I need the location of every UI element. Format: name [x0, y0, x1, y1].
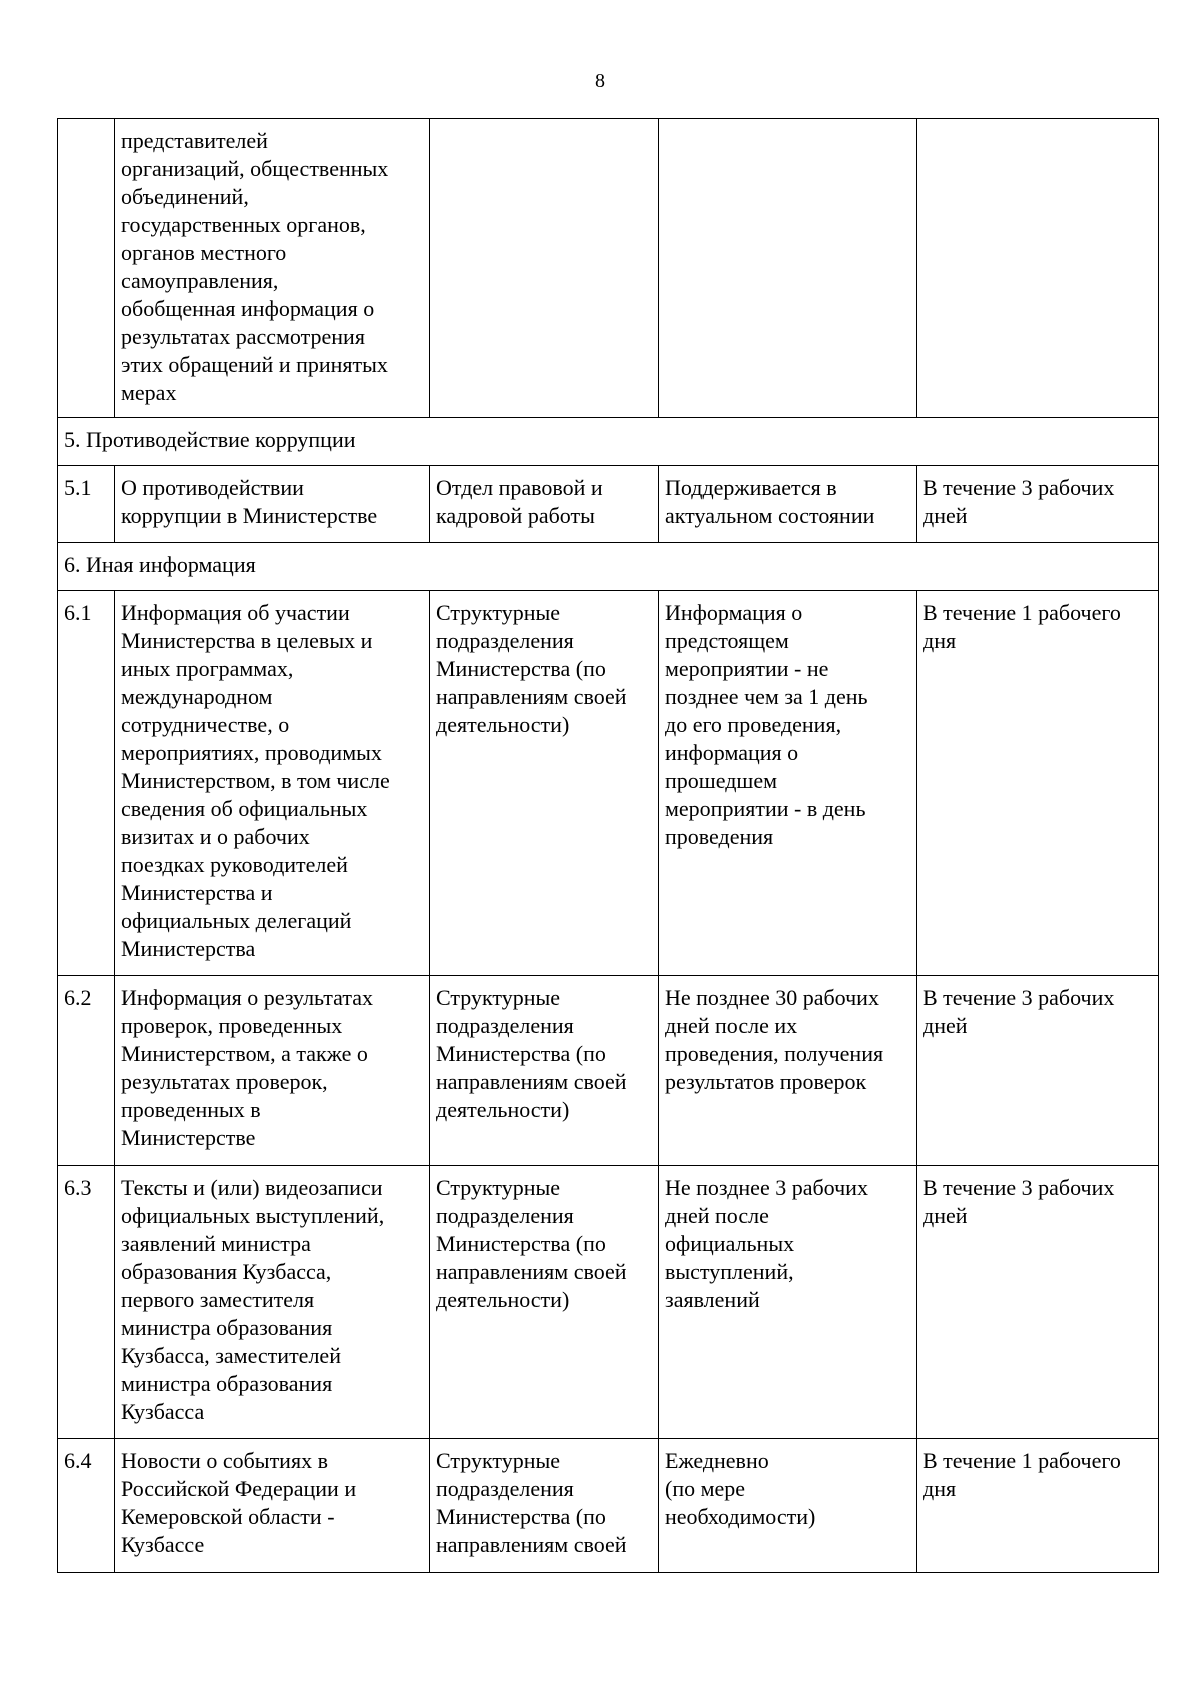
cell-responsible [430, 119, 659, 418]
cell-term: В течение 3 рабочих дней [917, 976, 1159, 1166]
table-row [58, 976, 1159, 1166]
section-header-row [58, 543, 1159, 591]
cell-frequency: Поддерживается в актуальном состоянии [659, 466, 917, 543]
cell-num: 6.2 [58, 976, 115, 1166]
table-row [58, 1439, 1159, 1573]
cell-name: Информация о результатах проверок, проведенных Министерством, а также о результатах проверок, проведенных в Министерстве [115, 976, 430, 1166]
cell-frequency: Информация о предстоящем мероприятии - не позднее чем за 1 день до его проведения, информация о прошедшем мероприятии - в день проведения [659, 591, 917, 976]
cell-responsible: Структурные подразделения Министерства (по направлениям своей деятельности) [430, 976, 659, 1166]
information-table [57, 118, 1159, 1573]
cell-num: 5.1 [58, 466, 115, 543]
cell-num [58, 119, 115, 418]
cell-term: В течение 1 рабочего дня [917, 591, 1159, 976]
cell-responsible: Отдел правовой и кадровой работы [430, 466, 659, 543]
cell-name: О противодействии коррупции в Министерстве [115, 466, 430, 543]
cell-num: 6.3 [58, 1166, 115, 1439]
section-header-row [58, 418, 1159, 466]
cell-term: В течение 3 рабочих дней [917, 1166, 1159, 1439]
cell-term: В течение 3 рабочих дней [917, 466, 1159, 543]
table-row [58, 466, 1159, 543]
cell-frequency: Ежедневно (по мере необходимости) [659, 1439, 917, 1573]
cell-term: В течение 1 рабочего дня [917, 1439, 1159, 1573]
cell-responsible: Структурные подразделения Министерства (по направлениям своей деятельности) [430, 591, 659, 976]
cell-responsible: Структурные подразделения Министерства (по направлениям своей [430, 1439, 659, 1573]
cell-name: Тексты и (или) видеозаписи официальных выступлений, заявлений министра образования Кузбасса, первого заместителя министра образования Кузбасса, заместителей министра образования Кузбасса [115, 1166, 430, 1439]
table-row [58, 591, 1159, 976]
cell-name: представителей организаций, общественных объединений, государственных органов, органов местного самоуправления, обобщенная информация о результатах рассмотрения этих обращений и принятых мерах [115, 119, 430, 418]
cell-frequency: Не позднее 30 рабочих дней после их проведения, получения результатов проверок [659, 976, 917, 1166]
cell-name: Новости о событиях в Российской Федерации и Кемеровской области - Кузбассе [115, 1439, 430, 1573]
cell-frequency: Не позднее 3 рабочих дней после официальных выступлений, заявлений [659, 1166, 917, 1439]
cell-num: 6.1 [58, 591, 115, 976]
cell-frequency [659, 119, 917, 418]
page-number: 8 [595, 70, 605, 92]
section-title: 6. Иная информация [58, 543, 1159, 591]
cell-term [917, 119, 1159, 418]
table-row [58, 1166, 1159, 1439]
cell-num: 6.4 [58, 1439, 115, 1573]
section-title: 5. Противодействие коррупции [58, 418, 1159, 466]
cell-name: Информация об участии Министерства в целевых и иных программах, международном сотрудничестве, о мероприятиях, проводимых Министерством, в том числе сведения об официальных визитах и о рабочих поездках руководителей Министерства и официальных делегаций Министерства [115, 591, 430, 976]
table-row [58, 119, 1159, 418]
cell-responsible: Структурные подразделения Министерства (по направлениям своей деятельности) [430, 1166, 659, 1439]
